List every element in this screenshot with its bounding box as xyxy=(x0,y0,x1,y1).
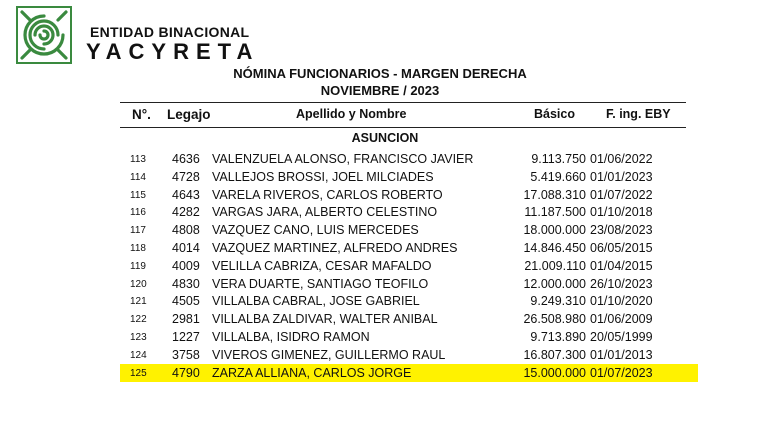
row-number: 114 xyxy=(130,171,146,183)
row-nombre: ZARZA ALLIANA, CARLOS JORGE xyxy=(212,365,412,380)
row-nombre: VERA DUARTE, SANTIAGO TEOFILO xyxy=(212,276,429,291)
row-basico: 15.000.000 xyxy=(523,365,586,380)
row-number: 117 xyxy=(130,225,146,237)
org-name: YACYRETA xyxy=(86,39,260,64)
row-fecha: 01/07/2022 xyxy=(590,187,653,202)
row-fecha: 23/08/2023 xyxy=(590,223,653,238)
row-nombre: VILLALBA CABRAL, JOSE GABRIEL xyxy=(212,294,420,309)
row-fecha: 01/07/2023 xyxy=(590,365,653,380)
row-basico: 9.713.890 xyxy=(530,330,586,344)
document-title: NÓMINA FUNCIONARIOS - MARGEN DERECHA xyxy=(233,66,527,81)
row-fecha: 01/10/2020 xyxy=(590,294,653,309)
row-legajo: 4009 xyxy=(172,258,200,273)
table-row xyxy=(120,310,698,328)
col-header-num: N°. xyxy=(132,107,151,122)
row-fecha: 01/01/2023 xyxy=(590,169,653,184)
row-fecha: 01/06/2009 xyxy=(590,312,653,327)
row-fecha: 26/10/2023 xyxy=(590,276,653,291)
document-period: NOVIEMBRE / 2023 xyxy=(320,83,440,98)
row-number: 121 xyxy=(130,296,147,308)
table-row xyxy=(120,221,698,239)
table-row xyxy=(120,203,698,221)
row-nombre: VALENZUELA ALONSO, FRANCISCO JAVIER xyxy=(212,152,474,166)
row-number: 115 xyxy=(130,189,146,201)
row-basico: 11.187.500 xyxy=(524,205,586,220)
row-nombre: VALLEJOS BROSSI, JOEL MILCIADES xyxy=(212,169,434,184)
row-fecha: 06/05/2015 xyxy=(590,241,653,255)
row-basico: 9.249.310 xyxy=(530,294,586,309)
row-nombre: VILLALBA, ISIDRO RAMON xyxy=(212,330,370,344)
row-legajo: 4808 xyxy=(172,223,200,238)
table-row xyxy=(120,328,698,346)
row-legajo: 4790 xyxy=(172,365,200,380)
header-rule-top xyxy=(120,102,686,103)
row-number: 122 xyxy=(130,314,147,326)
row-nombre: VAZQUEZ CANO, LUIS MERCEDES xyxy=(212,223,419,238)
row-nombre: VAZQUEZ MARTINEZ, ALFREDO ANDRES xyxy=(212,241,458,255)
table-row xyxy=(120,346,698,364)
row-fecha: 20/05/1999 xyxy=(590,330,653,344)
row-fecha: 01/06/2022 xyxy=(590,152,653,166)
row-nombre: VARGAS JARA, ALBERTO CELESTINO xyxy=(212,205,438,220)
header-rule-bottom xyxy=(120,127,686,128)
col-header-basico: Básico xyxy=(534,107,575,121)
row-number: 119 xyxy=(130,260,146,272)
table-row xyxy=(120,168,698,186)
row-legajo: 4282 xyxy=(172,205,200,220)
row-number: 118 xyxy=(130,243,146,254)
row-basico: 5.419.660 xyxy=(530,169,586,184)
row-legajo: 4014 xyxy=(172,241,200,255)
row-basico: 9.113.750 xyxy=(531,152,586,166)
table-row xyxy=(120,275,698,293)
section-title: ASUNCION xyxy=(351,131,419,145)
row-nombre: VIVEROS GIMENEZ, GUILLERMO RAUL xyxy=(212,347,446,362)
row-nombre: VARELA RIVEROS, CARLOS ROBERTO xyxy=(212,187,443,202)
col-header-legajo: Legajo xyxy=(167,107,211,122)
row-basico: 17.088.310 xyxy=(523,187,586,202)
row-legajo: 2981 xyxy=(172,312,200,327)
col-header-fecha: F. ing. EBY xyxy=(606,107,671,121)
row-legajo: 4636 xyxy=(172,152,200,166)
row-nombre: VILLALBA ZALDIVAR, WALTER ANIBAL xyxy=(212,312,438,327)
row-basico: 14.846.450 xyxy=(523,241,586,255)
row-number: 125 xyxy=(130,367,147,379)
yacyreta-swirl-logo-icon xyxy=(16,6,72,64)
row-fecha: 01/10/2018 xyxy=(590,205,653,220)
row-fecha: 01/01/2013 xyxy=(590,347,653,362)
row-legajo: 4643 xyxy=(172,187,200,202)
table-row xyxy=(120,239,698,257)
row-fecha: 01/04/2015 xyxy=(590,258,653,273)
row-number: 124 xyxy=(130,349,147,361)
row-number: 123 xyxy=(130,332,147,343)
org-subtitle: ENTIDAD BINACIONAL xyxy=(90,24,250,40)
col-header-nombre: Apellido y Nombre xyxy=(296,107,407,121)
row-nombre: VELILLA CABRIZA, CESAR MAFALDO xyxy=(212,258,432,273)
row-number: 116 xyxy=(130,207,146,219)
row-basico: 21.009.110 xyxy=(524,258,586,273)
table-row xyxy=(120,150,698,168)
table-row xyxy=(120,292,698,310)
table-row xyxy=(120,257,698,275)
row-legajo: 4728 xyxy=(172,169,200,184)
row-legajo: 3758 xyxy=(172,347,200,362)
row-legajo: 1227 xyxy=(172,330,200,344)
row-basico: 12.000.000 xyxy=(523,276,586,291)
row-number: 113 xyxy=(130,154,146,165)
table-row xyxy=(120,186,698,204)
row-legajo: 4505 xyxy=(172,294,200,309)
row-legajo: 4830 xyxy=(172,276,200,291)
row-number: 120 xyxy=(130,278,147,290)
row-basico: 18.000.000 xyxy=(523,223,586,238)
row-basico: 26.508.980 xyxy=(523,312,586,327)
table-row xyxy=(120,364,698,382)
row-basico: 16.807.300 xyxy=(523,347,586,362)
